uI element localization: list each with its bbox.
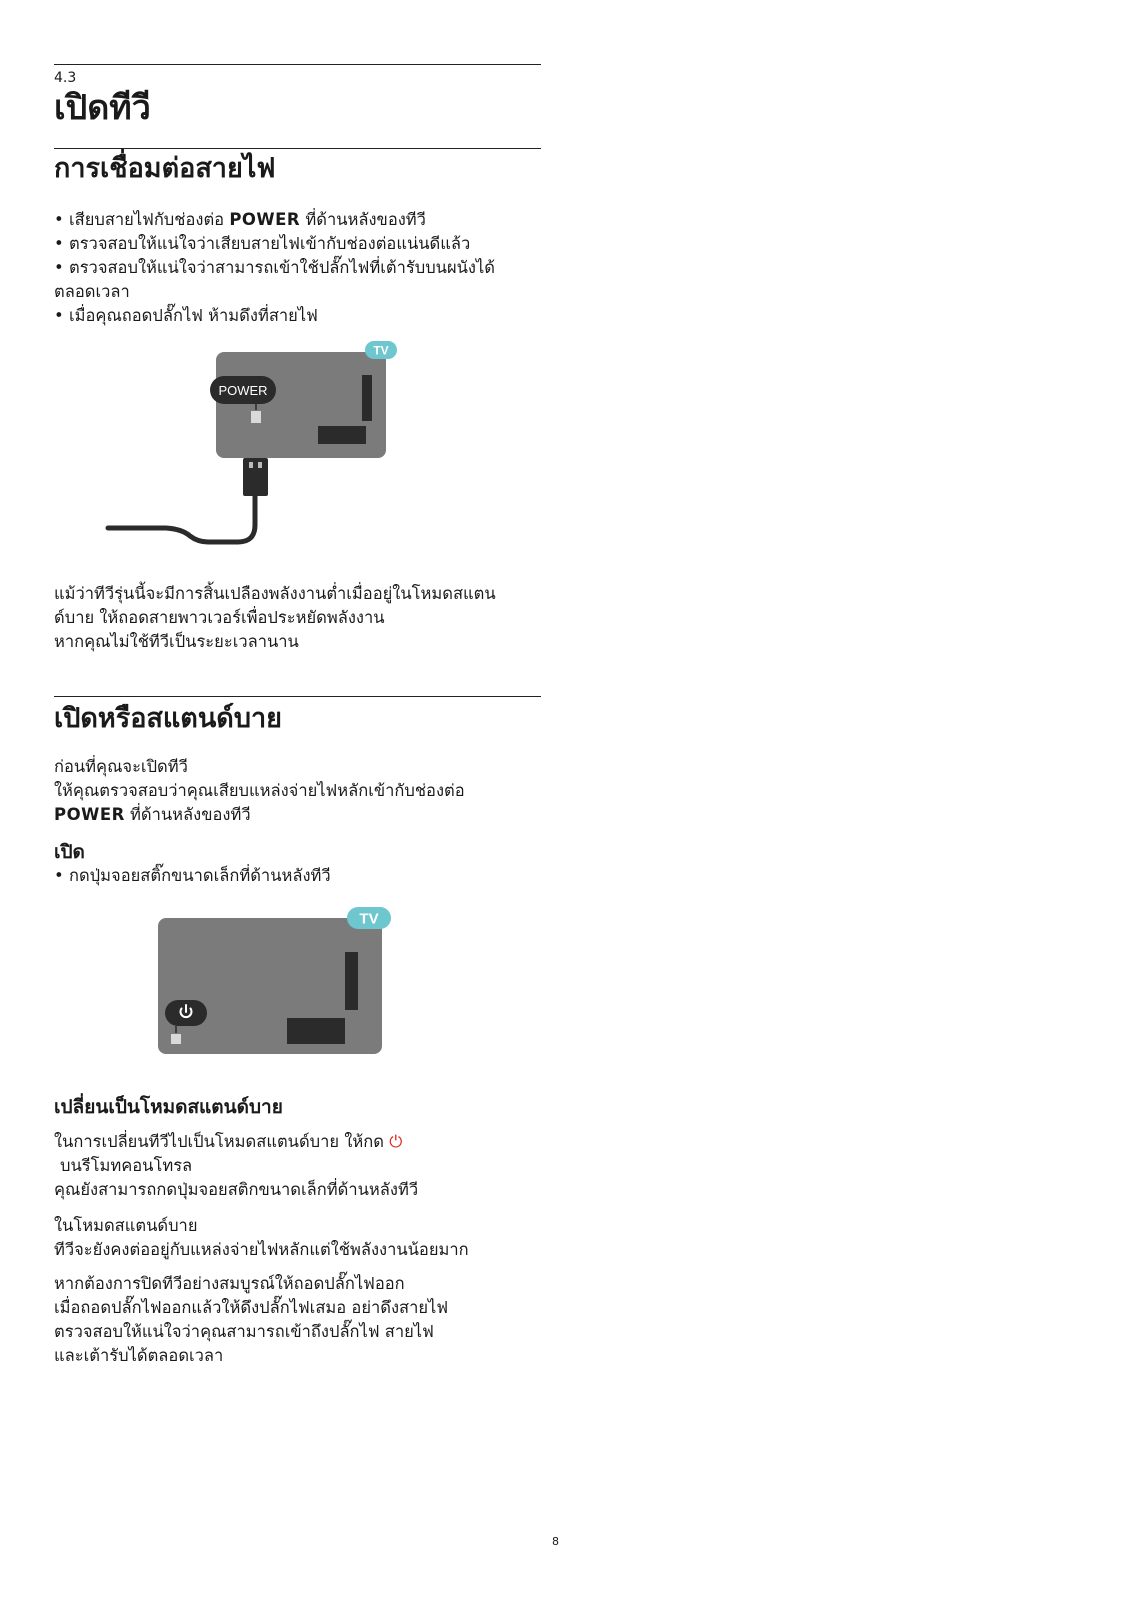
on-standby-intro bbox=[54, 755, 544, 827]
page-number: 8 bbox=[552, 1535, 559, 1548]
note-line-1: แม้ว่าทีวีรุ่นนี้จะมีการสิ้นเปลืองพลังงานต่ำเมื่ออยู่ในโหมดสแตน bbox=[54, 584, 496, 603]
title-rule bbox=[54, 148, 541, 149]
bullet-2: • ตรวจสอบให้แน่ใจว่าเสียบสายไฟเข้ากับช่องต่อแน่นดีแล้ว bbox=[54, 234, 471, 253]
standby-mode-line-2: ทีวีจะยังคงต่ออยู่กับแหล่งจ่ายไฟหลักแต่ใช้พลังงานน้อยมาก bbox=[54, 1240, 469, 1259]
tv-slot-vertical bbox=[345, 952, 358, 1010]
note-line-3: หากคุณไม่ใช้ทีวีเป็นระยะเวลานาน bbox=[54, 632, 299, 651]
tv-badge-label: TV bbox=[359, 910, 379, 928]
switch-on-heading: เปิด bbox=[54, 841, 85, 863]
power-connection-heading: การเชื่อมต่อสายไฟ bbox=[54, 153, 276, 184]
standby-line-2: บนรีโมทคอนโทรล bbox=[60, 1156, 193, 1175]
note-line-2: ด์บาย ให้ถอดสายพาวเวอร์เพื่อประหยัดพลังงาน bbox=[54, 608, 385, 627]
standby-mode-line-1: ในโหมดสแตนด์บาย bbox=[54, 1216, 198, 1235]
tv-slot-vertical bbox=[362, 375, 372, 421]
bullet-4: • เมื่อคุณถอดปลั๊กไฟ ห้ามดึงที่สายไฟ bbox=[54, 306, 318, 325]
off-line-1: หากต้องการปิดทีวีอย่างสมบูรณ์ให้ถอดปลั๊กไฟออก bbox=[54, 1274, 405, 1293]
standby-section-rule bbox=[54, 696, 541, 697]
tv-badge-label: TV bbox=[373, 343, 389, 358]
joystick-illustration bbox=[150, 906, 400, 1058]
power-cable bbox=[108, 496, 255, 542]
switch-on-bullet: • กดปุ่มจอยสติ๊กขนาดเล็กที่ด้านหลังทีวี bbox=[54, 866, 331, 885]
bullet-1: • เสียบสายไฟกับช่องต่อ POWER ที่ด้านหลังของทีวี bbox=[54, 210, 426, 229]
standby-heading: เปลี่ยนเป็นโหมดสแตนด์บาย bbox=[54, 1096, 283, 1118]
power-port bbox=[251, 411, 261, 423]
intro-line-2: ให้คุณตรวจสอบว่าคุณเสียบแหล่งจ่ายไฟหลักเข้ากับช่องต่อ bbox=[54, 781, 465, 800]
on-standby-heading: เปิดหรือสแตนด์บาย bbox=[54, 703, 282, 734]
switch-off-note bbox=[54, 1272, 544, 1368]
section-number: 4.3 bbox=[54, 70, 77, 86]
power-plug bbox=[243, 458, 268, 496]
joystick-button bbox=[171, 1034, 181, 1044]
power-note bbox=[54, 582, 544, 654]
standby-instructions bbox=[54, 1130, 544, 1202]
off-line-2: เมื่อถอดปลั๊กไฟออกแล้วให้ดึงปลั๊กไฟเสมอ อย่าดึงสายไฟ bbox=[54, 1298, 449, 1317]
bullet-3-continued: ตลอดเวลา bbox=[54, 282, 130, 301]
power-label: POWER bbox=[218, 383, 268, 398]
power-button-icon: ⏻ bbox=[389, 1132, 403, 1151]
standby-line-1: ในการเปลี่ยนทีวีไปเป็นโหมดสแตนด์บาย ให้กด ⏻ bbox=[54, 1132, 403, 1151]
standby-line-3: คุณยังสามารถกดปุ่มจอยสติกขนาดเล็กที่ด้านหลังทีวี bbox=[54, 1180, 419, 1199]
page-title: เปิดทีวี bbox=[54, 88, 151, 128]
tv-slot-horizontal bbox=[287, 1018, 345, 1044]
intro-line-1: ก่อนที่คุณจะเปิดทีวี bbox=[54, 757, 188, 776]
intro-line-3: POWER ที่ด้านหลังของทีวี bbox=[54, 805, 251, 824]
bullet-3: • ตรวจสอบให้แน่ใจว่าสามารถเข้าใช้ปลั๊กไฟที่เต้ารับบนผนังได้ bbox=[54, 258, 495, 277]
power-connection-bullets bbox=[54, 208, 544, 328]
off-line-4: และเต้ารับได้ตลอดเวลา bbox=[54, 1346, 224, 1365]
off-line-3: ตรวจสอบให้แน่ใจว่าคุณสามารถเข้าถึงปลั๊กไฟ สายไฟ bbox=[54, 1322, 434, 1341]
power-cable-illustration bbox=[100, 340, 410, 550]
top-rule bbox=[54, 64, 541, 65]
standby-mode-note bbox=[54, 1214, 544, 1262]
tv-slot-horizontal bbox=[318, 426, 366, 444]
